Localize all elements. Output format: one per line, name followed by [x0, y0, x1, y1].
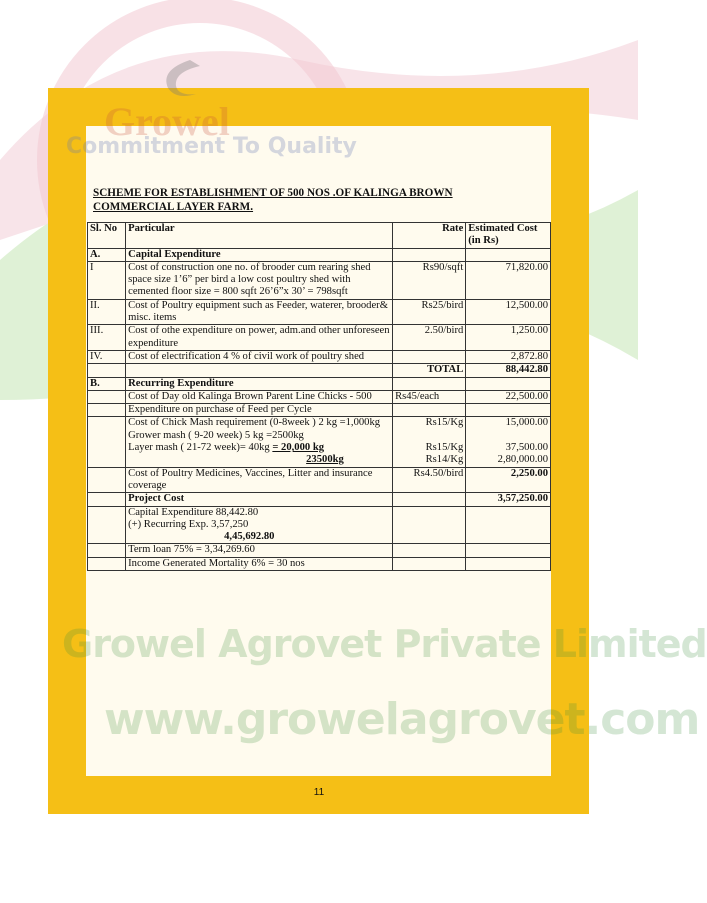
feed-rates [393, 417, 466, 467]
section-b-row [88, 377, 551, 390]
page-number: 11 [313, 787, 325, 798]
mortality: Income Generated Mortality 6% = 30 nos [126, 557, 393, 570]
summary-recurring: (+) Recurring Exp. 3,57,250 [128, 518, 249, 530]
scheme-table [87, 222, 551, 571]
feed-cost-3: 2,80,000.00 [497, 454, 548, 466]
row-cost: 2,872.80 [466, 350, 551, 363]
row-rate: Rs25/bird [393, 299, 466, 325]
feed-cost-1: 15,000.00 [505, 417, 548, 429]
table-row [88, 404, 551, 417]
chicks-cost: 22,500.00 [466, 390, 551, 403]
chicks-particular: Cost of Day old Kalinga Brown Parent Line Chicks - 500 [126, 390, 393, 403]
total-row [88, 364, 551, 377]
row-cost: 1,250.00 [466, 325, 551, 351]
feed-cost-2: 37,500.00 [505, 441, 548, 453]
table-row [88, 467, 551, 493]
summary-sum: 4,45,692.80 [224, 531, 275, 543]
row-particular: Cost of construction one no. of brooder cum rearing shed space size 1’6” per bird a low cost poultry shed with cemented floor size = 800 sqft 26’6”x 30’ = 798sqft [126, 261, 393, 299]
row-cost: 71,820.00 [466, 261, 551, 299]
watermark-tagline: Commitment To Quality [66, 134, 357, 159]
row-sl: II. [88, 299, 126, 325]
watermark-url: www.growelagrovet.com [104, 694, 700, 745]
row-rate: Rs90/sqft [393, 261, 466, 299]
feed-costs [466, 417, 551, 467]
watermark-company: Growel Agrovet Private Limited [62, 622, 707, 666]
table-row [88, 325, 551, 351]
feed-rate-3: Rs14/Kg [425, 454, 464, 466]
total-value: 88,442.80 [466, 364, 551, 377]
table-row [88, 299, 551, 325]
row-rate [393, 350, 466, 363]
table-row [88, 544, 551, 557]
feed-grower-mash: Grower mash ( 9-20 week) 5 kg =2500kg [128, 429, 304, 441]
summary-cell [126, 506, 393, 544]
feed-layer-mash: Layer mash ( 21-72 week)= 40kg [128, 442, 273, 454]
feed-header: Expenditure on purchase of Feed per Cycle [126, 404, 393, 417]
row-particular: Cost of othe expenditure on power, adm.and other unforeseen expenditure [126, 325, 393, 351]
row-sl: III. [88, 325, 126, 351]
medicine-rate: Rs4.50/bird [393, 467, 466, 493]
feed-particular [126, 417, 393, 467]
table-row [88, 390, 551, 403]
header-sl: Sl. No [88, 223, 126, 249]
feed-total-qty: 23500kg [306, 454, 344, 466]
table-header-row [88, 223, 551, 249]
section-a-row [88, 248, 551, 261]
document-title: SCHEME FOR ESTABLISHMENT OF 500 NOS .OF KALINGA BROWN COMMERCIAL LAYER FARM. [93, 187, 453, 213]
row-rate: 2.50/bird [393, 325, 466, 351]
feed-rate-2: Rs15/Kg [425, 441, 464, 453]
feed-row [88, 417, 551, 467]
row-particular: Cost of Poultry equipment such as Feeder, waterer, brooder& misc. items [126, 299, 393, 325]
summary-row [88, 506, 551, 544]
table-row [88, 350, 551, 363]
section-b-sl: B. [88, 377, 126, 390]
header-cost: Estimated Cost (in Rs) [466, 223, 551, 249]
project-cost-row [88, 493, 551, 506]
chicks-rate: Rs45/each [393, 390, 466, 403]
row-sl: IV. [88, 350, 126, 363]
row-sl: I [88, 261, 126, 299]
total-label: TOTAL [393, 364, 466, 377]
row-particular: Cost of electrification 4 % of civil work of poultry shed [126, 350, 393, 363]
section-a-sl: A. [88, 248, 126, 261]
header-rate: Rate [393, 223, 466, 249]
term-loan: Term loan 75% = 3,34,269.60 [126, 544, 393, 557]
header-particular: Particular [126, 223, 393, 249]
row-cost: 12,500.00 [466, 299, 551, 325]
feed-chick-mash: Cost of Chick Mash requirement (0-8week ) 2 kg =1,000kg [128, 417, 381, 429]
medicine-cost: 2,250.00 [466, 467, 551, 493]
project-cost-value: 3,57,250.00 [466, 493, 551, 506]
table-row [88, 557, 551, 570]
watermark-brand: Growel [104, 99, 230, 144]
feed-rate-1: Rs15/Kg [425, 417, 464, 429]
feed-layer-mash-qty: = 20,000 kg [272, 442, 325, 454]
project-cost-label: Project Cost [126, 493, 393, 506]
section-b-label: Recurring Expenditure [126, 377, 393, 390]
medicine-particular: Cost of Poultry Medicines, Vaccines, Litter and insurance coverage [126, 467, 393, 493]
table-row [88, 261, 551, 299]
section-a-label: Capital Expenditure [126, 248, 393, 261]
summary-capital: Capital Expenditure 88,442.80 [128, 506, 259, 518]
